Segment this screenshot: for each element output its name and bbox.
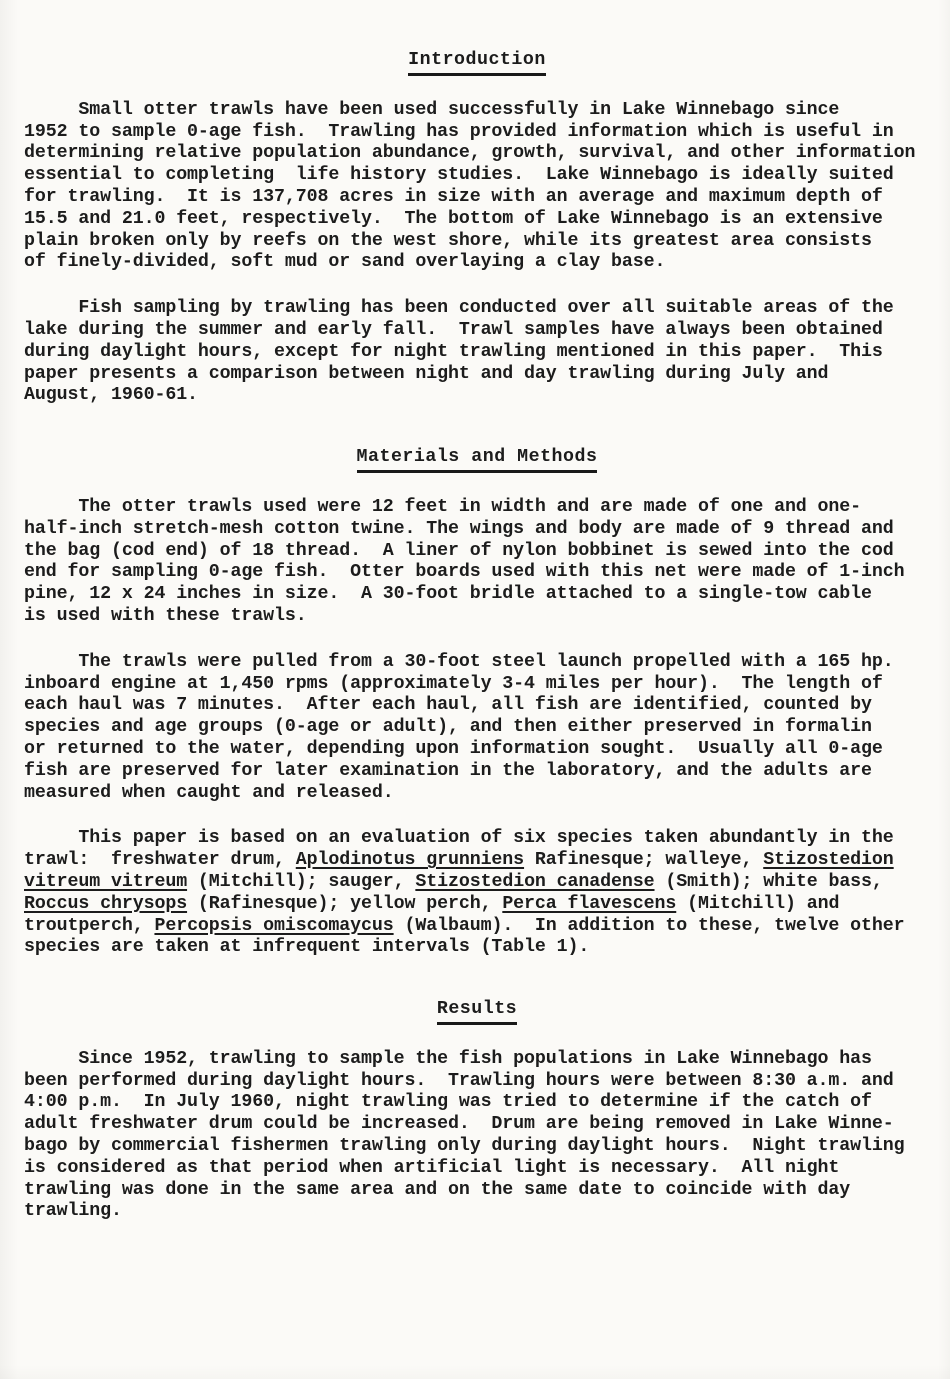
text-line bbox=[24, 850, 930, 872]
text-segment: Small otter trawls have been used successfully in Lake Winnebago since bbox=[24, 99, 840, 120]
text-segment: trawl: freshwater drum, bbox=[24, 850, 296, 871]
text-segment: trawling. bbox=[24, 1201, 122, 1222]
paragraph bbox=[24, 652, 930, 805]
text-line bbox=[24, 916, 930, 938]
text-line bbox=[24, 342, 930, 364]
text-line bbox=[24, 231, 930, 253]
text-segment: troutperch, bbox=[24, 915, 155, 936]
underlined-species-name: Percopsis omiscomaycus bbox=[154, 915, 394, 936]
text-line bbox=[24, 937, 930, 959]
underlined-species-name: Perca flavescens bbox=[502, 893, 677, 914]
text-line bbox=[24, 1201, 930, 1223]
text-line bbox=[24, 252, 930, 274]
text-line bbox=[24, 519, 930, 541]
text-line bbox=[24, 783, 930, 805]
text-segment: lake during the summer and early fall. Trawl samples have always been obtained bbox=[24, 319, 883, 340]
text-line bbox=[24, 165, 930, 187]
text-line bbox=[24, 320, 930, 342]
text-segment: the bag (cod end) of 18 thread. A liner of nylon bobbinet is sewed into the cod bbox=[24, 540, 894, 561]
text-segment: 1952 to sample 0-age fish. Trawling has provided information which is useful in bbox=[24, 121, 894, 142]
text-segment: is used with these trawls. bbox=[24, 605, 307, 626]
text-segment: end for sampling 0-age fish. Otter boards used with this net were made of 1-inch bbox=[24, 562, 905, 583]
text-segment: inboard engine at 1,450 rpms (approximately 3-4 miles per hour). The length of bbox=[24, 673, 883, 694]
section-heading-materials-and-methods bbox=[24, 447, 930, 473]
text-segment: Fish sampling by trawling has been conducted over all suitable areas of the bbox=[24, 298, 894, 319]
text-segment: is considered as that period when artificial light is necessary. All night bbox=[24, 1157, 840, 1178]
paragraph bbox=[24, 298, 930, 407]
text-segment: (Rafinesque); yellow perch, bbox=[187, 893, 503, 914]
underlined-species-name: Roccus chrysops bbox=[24, 893, 188, 914]
text-segment: (Smith); white bass, bbox=[654, 871, 883, 892]
paragraph bbox=[24, 1049, 930, 1223]
text-line bbox=[24, 122, 930, 144]
text-segment: 15.5 and 21.0 feet, respectively. The bottom of Lake Winnebago is an extensive bbox=[24, 208, 883, 229]
text-line bbox=[24, 1114, 930, 1136]
text-line bbox=[24, 209, 930, 231]
text-line bbox=[24, 1136, 930, 1158]
text-segment: during daylight hours, except for night trawling mentioned in this paper. This bbox=[24, 341, 883, 362]
paragraph bbox=[24, 100, 930, 274]
text-line bbox=[24, 739, 930, 761]
text-segment: (Mitchill) and bbox=[676, 893, 840, 914]
section-heading-text: Materials and Methods bbox=[357, 447, 598, 473]
text-line bbox=[24, 894, 930, 916]
text-segment: for trawling. It is 137,708 acres in size with an average and maximum depth of bbox=[24, 186, 883, 207]
text-line bbox=[24, 541, 930, 563]
text-line bbox=[24, 717, 930, 739]
text-segment: plain broken only by reefs on the west shore, while its greatest area consists bbox=[24, 230, 872, 251]
text-segment: Rafinesque; walleye, bbox=[524, 850, 764, 871]
text-line bbox=[24, 872, 930, 894]
text-segment: paper presents a comparison between night and day trawling during July and bbox=[24, 363, 829, 384]
paragraph bbox=[24, 497, 930, 628]
text-line bbox=[24, 761, 930, 783]
text-segment: pine, 12 x 24 inches in size. A 30-foot bridle attached to a single-tow cable bbox=[24, 584, 872, 605]
section-heading-introduction bbox=[24, 50, 930, 76]
text-segment: determining relative population abundance, growth, survival, and other information bbox=[24, 143, 916, 164]
text-segment: each haul was 7 minutes. After each haul, all fish are identified, counted by bbox=[24, 695, 872, 716]
text-segment: measured when caught and released. bbox=[24, 782, 394, 803]
underlined-species-name: Stizostedion bbox=[763, 850, 894, 871]
text-segment: been performed during daylight hours. Trawling hours were between 8:30 a.m. and bbox=[24, 1070, 894, 1091]
text-segment: trawling was done in the same area and on the same date to coincide with day bbox=[24, 1179, 851, 1200]
section-heading-results bbox=[24, 999, 930, 1025]
text-line bbox=[24, 385, 930, 407]
text-line bbox=[24, 695, 930, 717]
text-line bbox=[24, 606, 930, 628]
section-heading-text: Introduction bbox=[408, 50, 546, 76]
text-line bbox=[24, 364, 930, 386]
text-segment: or returned to the water, depending upon information sought. Usually all 0-age bbox=[24, 738, 883, 759]
text-line bbox=[24, 828, 930, 850]
section-heading-text: Results bbox=[437, 999, 517, 1025]
text-segment: (Walbaum). In addition to these, twelve other bbox=[393, 915, 905, 936]
text-segment: 4:00 p.m. In July 1960, night trawling was tried to determine if the catch of bbox=[24, 1092, 872, 1113]
text-segment: essential to completing life history studies. Lake Winnebago is ideally suited bbox=[24, 165, 894, 186]
underlined-species-name: vitreum vitreum bbox=[24, 871, 188, 892]
text-line bbox=[24, 1049, 930, 1071]
text-segment: adult freshwater drum could be increased. Drum are being removed in Lake Winne- bbox=[24, 1114, 894, 1135]
text-line bbox=[24, 298, 930, 320]
text-segment: fish are preserved for later examination in the laboratory, and the adults are bbox=[24, 760, 872, 781]
text-segment: of finely-divided, soft mud or sand overlaying a clay base. bbox=[24, 252, 666, 273]
text-line bbox=[24, 1158, 930, 1180]
underlined-species-name: Aplodinotus grunniens bbox=[295, 850, 525, 871]
text-line bbox=[24, 1180, 930, 1202]
text-line bbox=[24, 1092, 930, 1114]
text-line bbox=[24, 187, 930, 209]
text-segment: The otter trawls used were 12 feet in width and are made of one and one- bbox=[24, 496, 862, 517]
text-line bbox=[24, 100, 930, 122]
text-segment: The trawls were pulled from a 30-foot steel launch propelled with a 165 hp. bbox=[24, 651, 894, 672]
text-line bbox=[24, 674, 930, 696]
text-segment: This paper is based on an evaluation of six species taken abundantly in the bbox=[24, 828, 894, 849]
text-segment: bago by commercial fishermen trawling only during daylight hours. Night trawling bbox=[24, 1136, 905, 1157]
text-line bbox=[24, 562, 930, 584]
text-segment: species are taken at infrequent intervals (Table 1). bbox=[24, 937, 590, 958]
text-segment: Since 1952, trawling to sample the fish populations in Lake Winnebago has bbox=[24, 1048, 872, 1069]
text-segment: August, 1960-61. bbox=[24, 385, 198, 406]
text-segment: half-inch stretch-mesh cotton twine. The wings and body are made of 9 thread and bbox=[24, 518, 894, 539]
paragraph bbox=[24, 828, 930, 959]
text-segment: species and age groups (0-age or adult), and then either preserved in formalin bbox=[24, 717, 872, 738]
text-line bbox=[24, 143, 930, 165]
text-line bbox=[24, 1071, 930, 1093]
text-line bbox=[24, 497, 930, 519]
text-line bbox=[24, 652, 930, 674]
text-segment: (Mitchill); sauger, bbox=[187, 871, 416, 892]
text-line bbox=[24, 584, 930, 606]
underlined-species-name: Stizostedion canadense bbox=[415, 871, 655, 892]
